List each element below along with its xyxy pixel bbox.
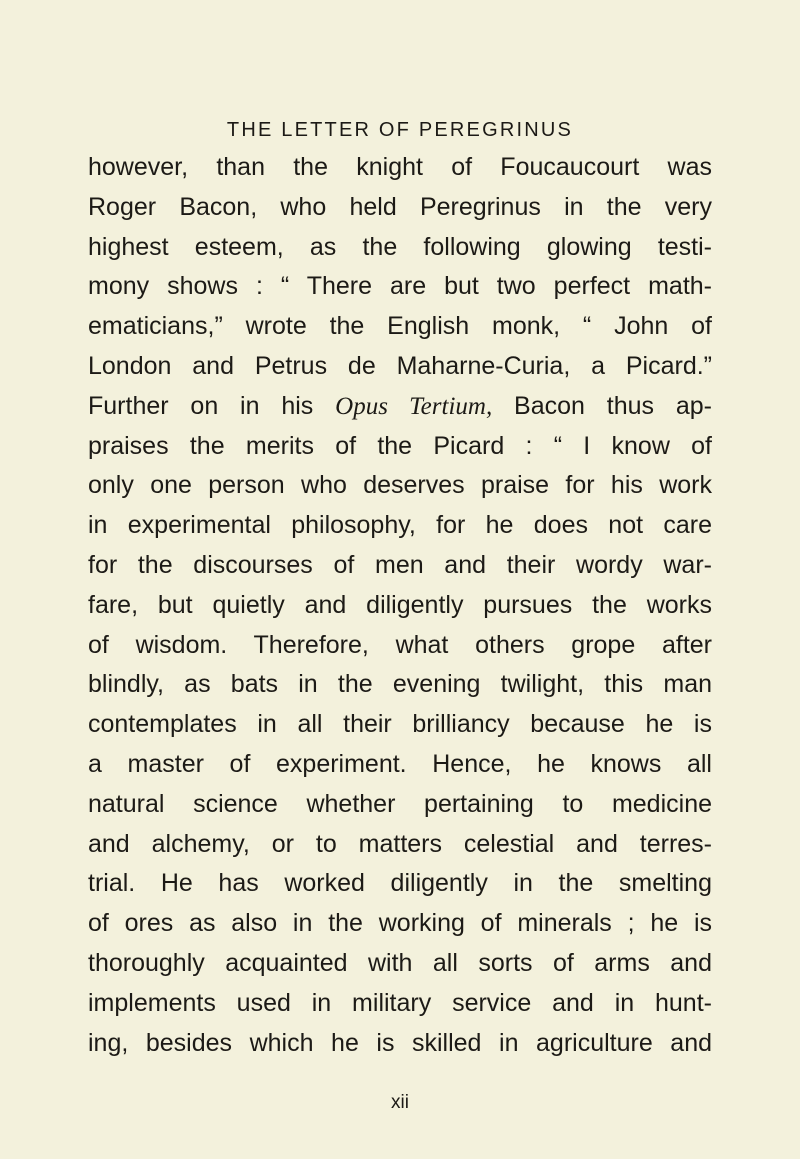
text-line: thoroughly acquainted with all sorts of arms and xyxy=(88,948,712,977)
text-line: blindly, as bats in the evening twilight, this man xyxy=(88,670,712,699)
text-line: for the discourses of men and their wordy war- xyxy=(88,550,712,579)
text-line: mony shows : “ There are but two perfect math- xyxy=(88,272,712,301)
text-line: contemplates in all their brilliancy because he is xyxy=(88,710,712,739)
text-line: ing, besides which he is skilled in agriculture and xyxy=(88,1028,712,1057)
text-line: only one person who deserves praise for his work xyxy=(88,471,712,500)
text-line: implements used in military service and in hunt- xyxy=(88,988,712,1017)
text-line xyxy=(88,387,712,427)
text-line: fare, but quietly and diligently pursues the works xyxy=(88,590,712,619)
text-line: trial. He has worked diligently in the smelting xyxy=(88,869,712,898)
text-line: natural science whether pertaining to medicine xyxy=(88,789,712,818)
italic-title: Opus Tertium, xyxy=(335,392,493,420)
running-head: THE LETTER OF PEREGRINUS xyxy=(226,119,574,141)
text-line: of wisdom. Therefore, what others grope after xyxy=(88,630,712,659)
text-line: ematicians,” wrote the English monk, “ John of xyxy=(88,312,712,341)
text-line: Roger Bacon, who held Peregrinus in the very xyxy=(88,192,712,221)
text-line: and alchemy, or to matters celestial and terres- xyxy=(88,829,712,858)
text-line: in experimental philosophy, for he does not care xyxy=(88,511,712,540)
text-line: a master of experiment. Hence, he knows all xyxy=(88,749,712,778)
text-segment: Bacon thus ap- xyxy=(492,391,712,420)
body-text xyxy=(88,148,712,1063)
text-line: highest esteem, as the following glowing testi- xyxy=(88,232,712,261)
text-line: of ores as also in the working of minerals ; he is xyxy=(88,909,712,938)
text-line: praises the merits of the Picard : “ I know of xyxy=(88,431,712,460)
text-segment: Further on in his xyxy=(88,391,336,420)
page-number: xii xyxy=(391,1092,409,1113)
text-line: however, than the knight of Foucaucourt was xyxy=(88,153,712,181)
text-line: London and Petrus de Maharne-Curia, a Picard.” xyxy=(88,351,712,380)
